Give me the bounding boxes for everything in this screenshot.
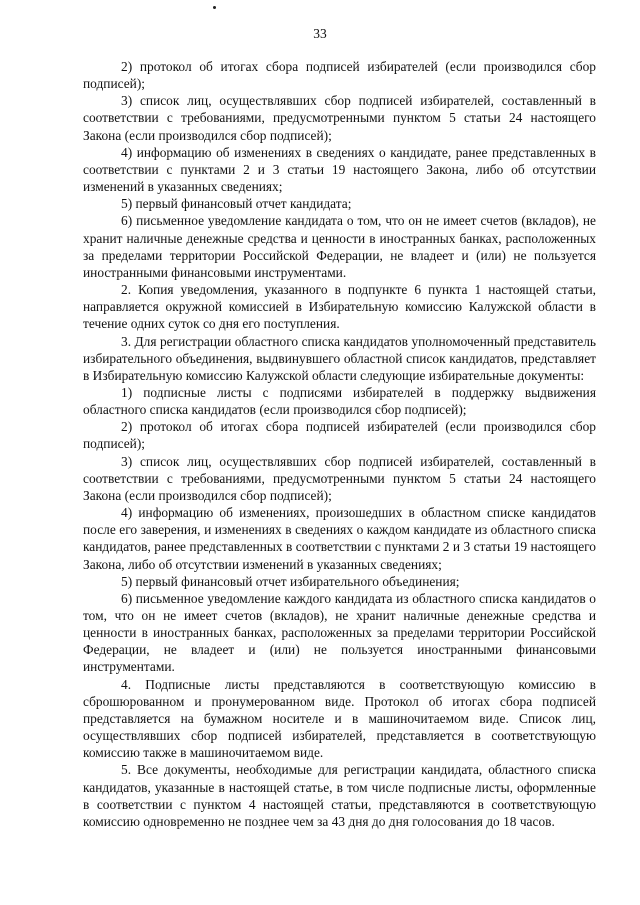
- paragraph: 4) информацию об изменениях, произошедших в областном списке кандидатов после его заверения, и изменениях в сведениях о каждом кандидате из областного списка кандидатов, ранее представленных в соответствии с пунктами 2 и 3 статьи 19 настоящего Закона, либо об отсутствии изменений в указанных сведениях;: [83, 505, 596, 572]
- document-body: [83, 58, 596, 830]
- scan-speck: [213, 6, 216, 9]
- paragraph: 2. Копия уведомления, указанного в подпункте 6 пункта 1 настоящей статьи, направляется окружной комиссией в Избирательную комиссию Калужской области в течение одних суток со дня его поступления.: [83, 282, 596, 332]
- page-number: 33: [313, 26, 327, 41]
- paragraph: 4. Подписные листы представляются в соответствующую комиссию в сброшюрованном и пронумерованном виде. Протокол об итогах сбора подписей представляется на бумажном носителе и в машиночитаемом виде. Список лиц, осуществлявших сбор подписей избирателей, представляется в соответствующую комиссию также в машиночитаемом виде.: [83, 676, 596, 761]
- paragraph: 6) письменное уведомление кандидата о том, что он не имеет счетов (вкладов), не хранит наличные денежные средства и ценности в иностранных банках, расположенных за пределами территории Российской Федерации, не владеет и (или) не пользуется иностранными финансовыми инструментами.: [83, 213, 596, 280]
- paragraph: 6) письменное уведомление каждого кандидата из областного списка кандидатов о том, что он не имеет счетов (вкладов), не хранит наличные денежные средства и ценности в иностранных банках, расположенных за пределами территории Российской Федерации, не владеет и (или) не пользуется иностранными финансовыми инструментами.: [83, 590, 596, 675]
- paragraph: 2) протокол об итогах сбора подписей избирателей (если производился сбор подписей);: [83, 419, 596, 452]
- paragraph: 4) информацию об изменениях в сведениях о кандидате, ранее представленных в соответствии с пунктами 2 и 3 статьи 19 настоящего Закона, либо об отсутствии изменений в указанных сведениях;: [83, 144, 596, 195]
- paragraph: 5) первый финансовый отчет избирательного объединения;: [121, 573, 460, 589]
- paragraph: 1) подписные листы с подписями избирателей в поддержку выдвижения областного списка кандидатов (если производился сбор подписей);: [83, 384, 596, 418]
- paragraph: 5) первый финансовый отчет кандидата;: [121, 196, 352, 212]
- paragraph: 5. Все документы, необходимые для регистрации кандидата, областного списка кандидатов, указанные в настоящей статье, в том числе подписные листы, оформленные в соответствии с пунктом 4 настоящей статьи, представляются в соответствующую комиссию одновременно не позднее чем за 43 дня до дня голосования до 18 часов.: [83, 762, 596, 829]
- paragraph: 3) список лиц, осуществлявших сбор подписей избирателей, составленный в соответствии с требованиями, предусмотренными пунктом 5 статьи 24 настоящего Закона (если производился сбор подписей);: [83, 453, 596, 503]
- paragraph: 3. Для регистрации областного списка кандидатов уполномоченный представитель избирательного объединения, выдвинувшего областной список кандидатов, представляет в Избирательную комиссию Калужской области следующие избирательные документы:: [83, 333, 596, 383]
- paragraph: 3) список лиц, осуществлявших сбор подписей избирателей, составленный в соответствии с требованиями, предусмотренными пунктом 5 статьи 24 настоящего Закона (если производился сбор подписей);: [83, 93, 596, 143]
- paragraph: 2) протокол об итогах сбора подписей избирателей (если производился сбор подписей);: [83, 59, 596, 92]
